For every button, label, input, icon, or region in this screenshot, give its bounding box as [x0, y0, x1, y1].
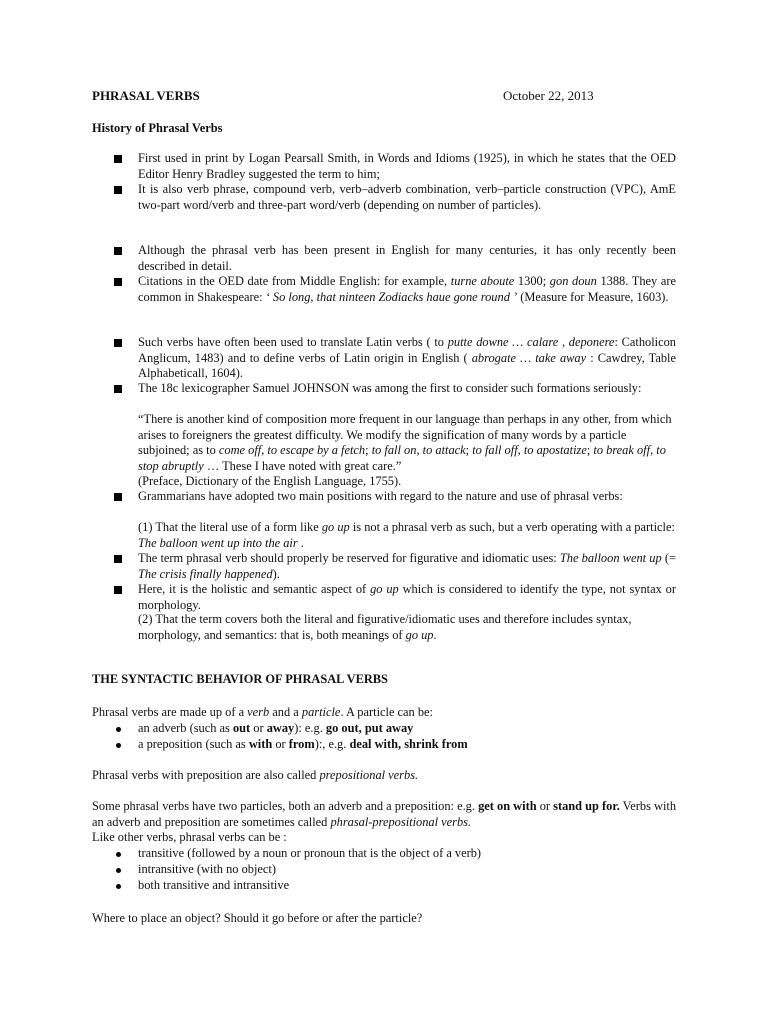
intro-paragraph: Phrasal verbs are made up of a verb and a particle. A particle can be: [92, 705, 433, 719]
document-page: PHRASAL VERBS October 22, 2013 History of Phrasal Verbs First used in print by Logan Pearsall Smith, in Words and Idioms (1925), in which he states that the OED Editor Henry Bradley suggested the term to him; It is also verb phrase, compound verb, verb–adverb combination, verb–particle construction (VPC), AmE two-part word/verb and three-part word/verb (depending on number of particles). Although the phrasal verb has been present in English for many centuries, it has only recently been described in detail. Citations in the OED date from Middle English: for example, turne aboute 1300; gon doun 1388. They are common in Shakespeare: ‘ So long, that ninteen Zodiacks haue gone round ’ (Measure for Measure, 1603). Such verbs have often been used to translate Latin verbs ( to putte downe … calare , deponere: Catholicon Anglicum, 1483) and to define verbs of Latin origin in English ( abrogate … take away : Cawdrey, Table Alphabeticall, 1604). The 18c lexicographer Samuel JOHNSON was among the first to consider such formations seriously: “There is another kind of composition more frequent in our language than perhaps in any other, from which arises to foreigners the greatest difficulty. We modify the signification of many words by a particle subjoined; as to come off, to escape by a fetch; to fall on, to attack; to fall off, to apostatize; to break off, to stop abruptly … These I have noted with great care.” (Preface, Dictionary of the English Language, 1755). Grammarians have adopted two main positions with regard to the nature and use of phrasal verbs: (1) That the literal use of a form like go up is not a phrasal verb as such, but a verb operating with a particle: The balloon went up into the air . The term phrasal verb should properly be reserved for figurative and idiomatic uses: The balloon went up (= The crisis finally happened). Here, it is the holistic and semantic aspect of go up which is considered to identify the type, not syntax or morphology. (2) That the term covers both the literal and figurative/idiomatic uses and therefore includes syntax, morphology, and semantics: that is, both meanings of go up. THE SYNTACTIC BEHAVIOR OF PHRASAL VERBS Phrasal verbs are made up of a verb and a particle. A particle can be: an adverb (such as out or away): e.g. go out, put away a preposition (such as with or from):, e.g. deal with, shrink from Phrasal verbs with preposition are also called prepositional verbs. Some phrasal verbs have two particles, both an adverb and a preposition: e.g. get on with or stand up for. Verbs with an adverb and preposition are sometimes called phrasal-prepositional verbs. Like other verbs, phrasal verbs can be : transitive (followed by a noun or pronoun that is the object of a verb) intransitive (with no object) both transitive and intransitive Where to place an object? Should it go before or after the particle? [0, 0, 768, 1024]
square-bullet-icon [114, 493, 122, 501]
document-date: October 22, 2013 [503, 88, 594, 103]
round-bullet-icon [116, 852, 121, 857]
position-one: (1) That the literal use of a form like go up is not a phrasal verb as such, but a verb operating with a particle: The balloon went up into the air . [138, 520, 675, 550]
square-bullet-icon [114, 555, 122, 563]
square-bullet-icon [114, 186, 122, 194]
square-bullet-icon [114, 586, 122, 594]
square-bullet-icon [114, 278, 122, 286]
round-bullet-icon [116, 727, 121, 732]
round-bullet-icon [116, 868, 121, 873]
square-bullet-icon [114, 385, 122, 393]
document-title: PHRASAL VERBS [92, 88, 200, 103]
two-particles-paragraph: Some phrasal verbs have two particles, both an adverb and a preposition: e.g. get on with or stand up for. Verbs with an adverb and preposition are sometimes called phrasal-prepositional verbs. [92, 799, 677, 829]
round-bullet-icon [116, 743, 121, 748]
round-bullet-icon [116, 884, 121, 889]
square-bullet-icon [114, 155, 122, 163]
like-other-verbs: Like other verbs, phrasal verbs can be : [92, 830, 287, 844]
square-bullet-icon [114, 339, 122, 347]
johnson-quote: “There is another kind of composition more frequent in our language than perhaps in any other, from which arises to foreigners the greatest difficulty. We modify the signification of many words by a particle subjoined; as to come off, to escape by a fetch; to fall on, to attack; to fall off, to apostatize; to break off, to stop abruptly … These I have noted with great care.” (Preface, Dictionary of the English Language, 1755). [138, 412, 672, 489]
history-heading: History of Phrasal Verbs [92, 121, 223, 135]
syntax-heading: THE SYNTACTIC BEHAVIOR OF PHRASAL VERBS [92, 672, 388, 686]
position-two: (2) That the term covers both the literal and figurative/idiomatic uses and therefore includes syntax, morphology, and semantics: that is, both meanings of go up. [138, 612, 632, 642]
square-bullet-icon [114, 247, 122, 255]
object-question: Where to place an object? Should it go before or after the particle? [92, 911, 423, 925]
prepositional-paragraph: Phrasal verbs with preposition are also called prepositional verbs. [92, 768, 419, 782]
